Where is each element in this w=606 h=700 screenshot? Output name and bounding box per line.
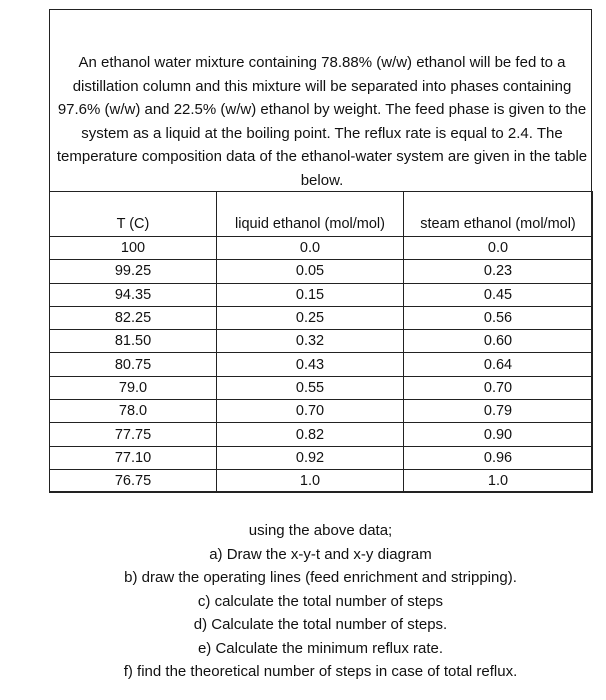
question-item: f) find the theoretical number of steps in case of total reflux. [123,663,518,680]
temperature-composition-table [49,191,593,493]
table-row [50,237,593,260]
cell-liquid-ethanol: 0.0 [217,237,404,260]
problem-statement: An ethanol water mixture containing 78.88% (w/w) ethanol will be fed to a distillation column and this mixture will be separated into phases containing 97.6% (w/w) and 22.5% (w/w) ethanol by weight. The feed phase is given to the system as a liquid at the boiling point. The reflux rate is equal to 2.4. The temperature composition data of the ethanol-water system are given in the table below. [56,54,588,189]
cell-temperature: 94.35 [50,283,217,306]
cell-temperature: 77.75 [50,423,217,446]
cell-temperature: 77.10 [50,446,217,469]
cell-liquid-ethanol: 0.70 [217,400,404,423]
cell-temperature: 100 [50,237,217,260]
cell-temperature: 78.0 [50,400,217,423]
cell-liquid-ethanol: 0.25 [217,306,404,329]
table-row [50,260,593,283]
cell-steam-ethanol: 0.0 [404,237,593,260]
question-item: b) draw the operating lines (feed enrichment and stripping). [124,569,517,586]
cell-steam-ethanol: 0.23 [404,260,593,283]
table-row [50,400,593,423]
cell-liquid-ethanol: 0.55 [217,376,404,399]
cell-temperature: 81.50 [50,330,217,353]
cell-temperature: 76.75 [50,469,217,492]
header-temperature: T (C) [50,192,217,237]
table-row [50,446,593,469]
table-header-row [50,192,593,237]
cell-steam-ethanol: 0.56 [404,306,593,329]
question-list [49,519,592,684]
cell-liquid-ethanol: 0.15 [217,283,404,306]
table-row [50,306,593,329]
header-liquid-ethanol: liquid ethanol (mol/mol) [217,192,404,237]
question-item: a) Draw the x-y-t and x-y diagram [209,545,432,563]
cell-steam-ethanol: 1.0 [404,469,593,492]
header-steam-ethanol: steam ethanol (mol/mol) [404,192,593,237]
cell-liquid-ethanol: 1.0 [217,469,404,492]
cell-liquid-ethanol: 0.82 [217,423,404,446]
table-row [50,330,593,353]
cell-steam-ethanol: 0.64 [404,353,593,376]
question-item: e) Calculate the minimum reflux rate. [197,639,444,657]
question-item: c) calculate the total number of steps [197,592,444,610]
cell-steam-ethanol: 0.70 [404,376,593,399]
cell-temperature: 99.25 [50,260,217,283]
table-row [50,469,593,492]
cell-steam-ethanol: 0.90 [404,423,593,446]
table-row [50,423,593,446]
cell-steam-ethanol: 0.60 [404,330,593,353]
cell-liquid-ethanol: 0.32 [217,330,404,353]
cell-steam-ethanol: 0.96 [404,446,593,469]
cell-steam-ethanol: 0.79 [404,400,593,423]
questions-lead: using the above data; [248,522,393,539]
cell-steam-ethanol: 0.45 [404,283,593,306]
cell-temperature: 80.75 [50,353,217,376]
cell-temperature: 82.25 [50,306,217,329]
cell-liquid-ethanol: 0.92 [217,446,404,469]
table-row [50,353,593,376]
question-item: d) Calculate the total number of steps. [193,616,448,633]
cell-liquid-ethanol: 0.05 [217,260,404,283]
table-row [50,376,593,399]
table-row [50,283,593,306]
cell-temperature: 79.0 [50,376,217,399]
cell-liquid-ethanol: 0.43 [217,353,404,376]
